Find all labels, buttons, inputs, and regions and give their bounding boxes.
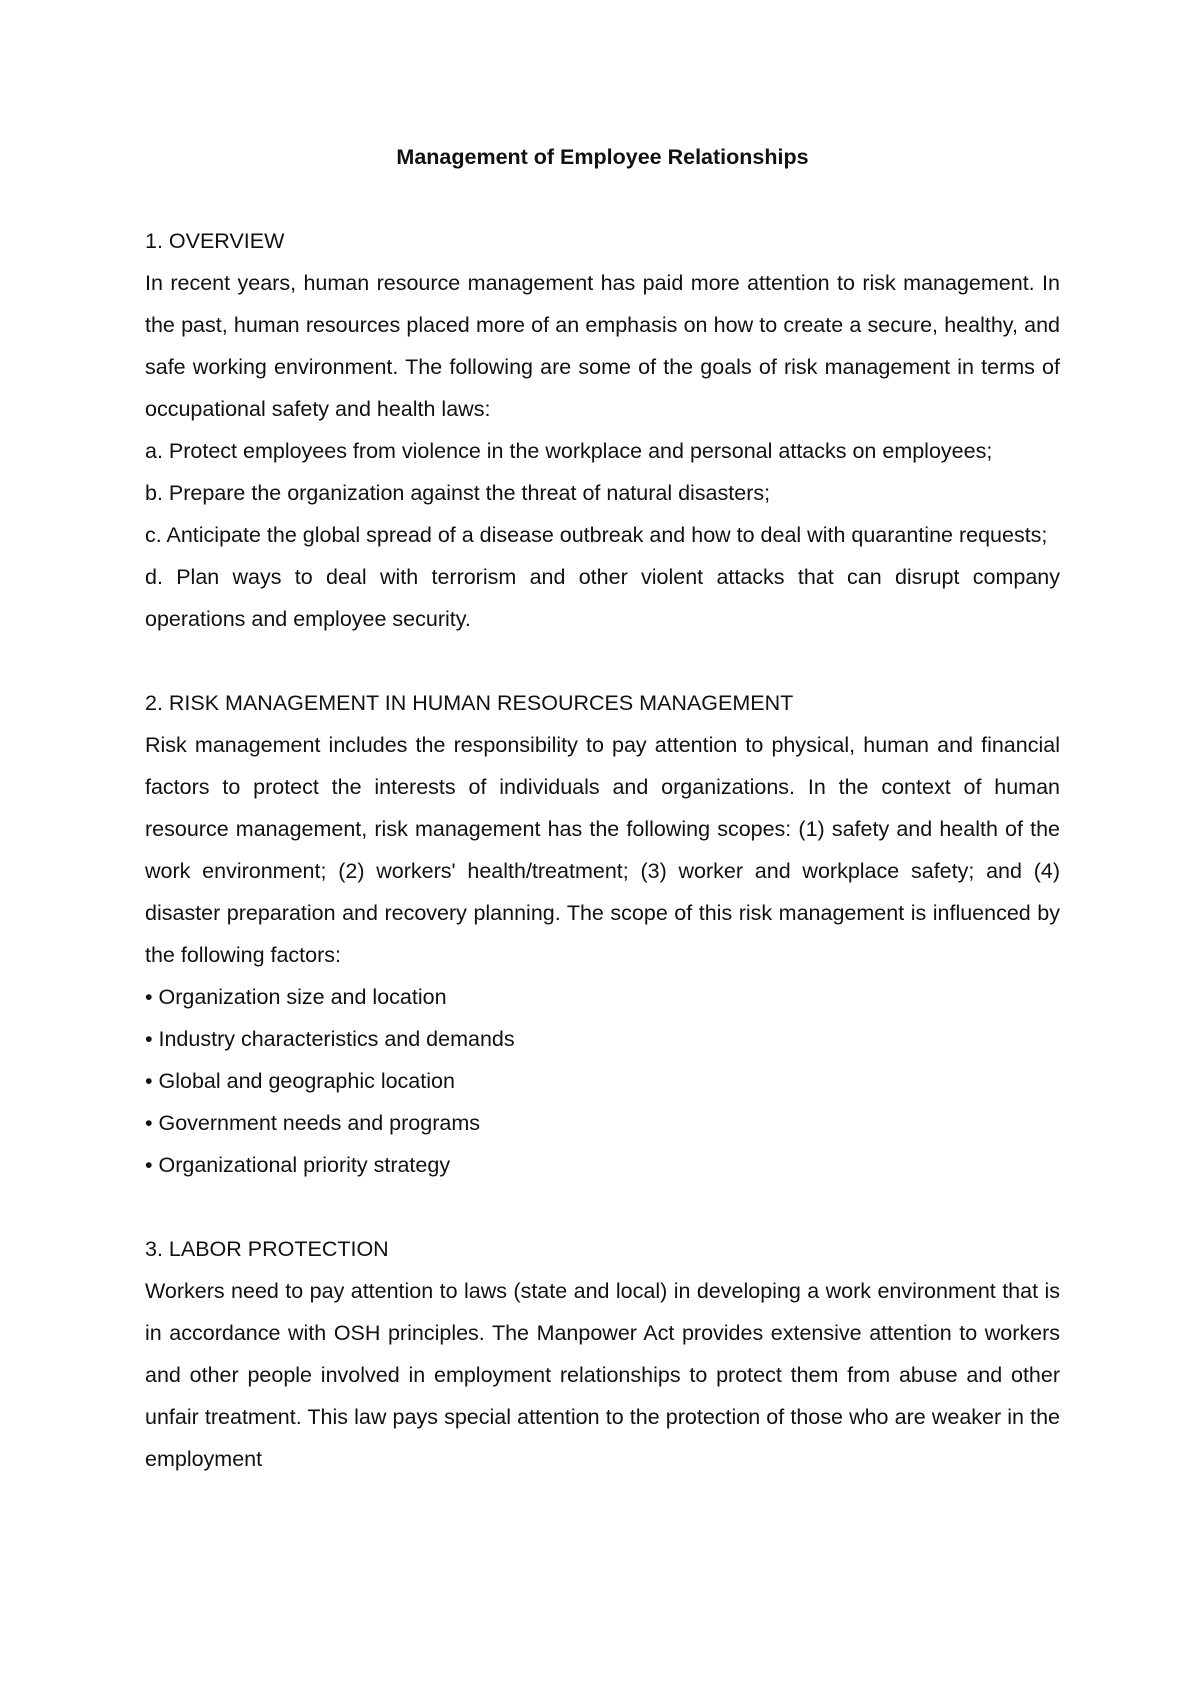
list-item: c. Anticipate the global spread of a disease outbreak and how to deal with quarantine requests; xyxy=(145,523,1048,547)
section-paragraph: Workers need to pay attention to laws (state and local) in developing a work environment that is in accordance with OSH principles. The Manpower Act provides extensive attention to workers and other people involved in employment relationships to protect them from abuse and other unfair treatment. This law pays special attention to the protection of those who are weaker in the employment xyxy=(145,1279,1060,1471)
list-item: b. Prepare the organization against the threat of natural disasters; xyxy=(145,481,771,505)
bullet-item: • Organizational priority strategy xyxy=(145,1153,451,1177)
bullet-item: • Government needs and programs xyxy=(145,1111,480,1135)
section-heading: 1. OVERVIEW xyxy=(145,229,285,253)
list-item: a. Protect employees from violence in the workplace and personal attacks on employees; xyxy=(145,439,993,463)
document-title: Management of Employee Relationships xyxy=(396,145,809,169)
section-paragraph: In recent years, human resource management has paid more attention to risk management. In the past, human resources placed more of an emphasis on how to create a secure, healthy, and safe working environment. The following are some of the goals of risk management in terms of occupational safety and health laws: xyxy=(145,271,1060,421)
section-heading: 3. LABOR PROTECTION xyxy=(145,1237,389,1261)
section-overview xyxy=(145,220,1060,640)
section-paragraph: Risk management includes the responsibility to pay attention to physical, human and financial factors to protect the interests of individuals and organizations. In the context of human resource management, risk management has the following scopes: (1) safety and health of the work environment; (2) workers' health/treatment; (3) worker and workplace safety; and (4) disaster preparation and recovery planning. The scope of this risk management is influenced by the following factors: xyxy=(145,733,1060,967)
section-heading: 2. RISK MANAGEMENT IN HUMAN RESOURCES MANAGEMENT xyxy=(145,691,794,715)
document-page xyxy=(145,136,1060,1480)
list-item: d. Plan ways to deal with terrorism and other violent attacks that can disrupt company operations and employee security. xyxy=(145,565,1060,631)
bullet-item: • Global and geographic location xyxy=(145,1069,455,1093)
bullet-item: • Industry characteristics and demands xyxy=(145,1027,515,1051)
section-labor-protection xyxy=(145,1228,1060,1480)
section-spacer xyxy=(145,640,1060,682)
bullet-item: • Organization size and location xyxy=(145,985,447,1009)
section-risk-management xyxy=(145,682,1060,1186)
section-spacer xyxy=(145,1186,1060,1228)
